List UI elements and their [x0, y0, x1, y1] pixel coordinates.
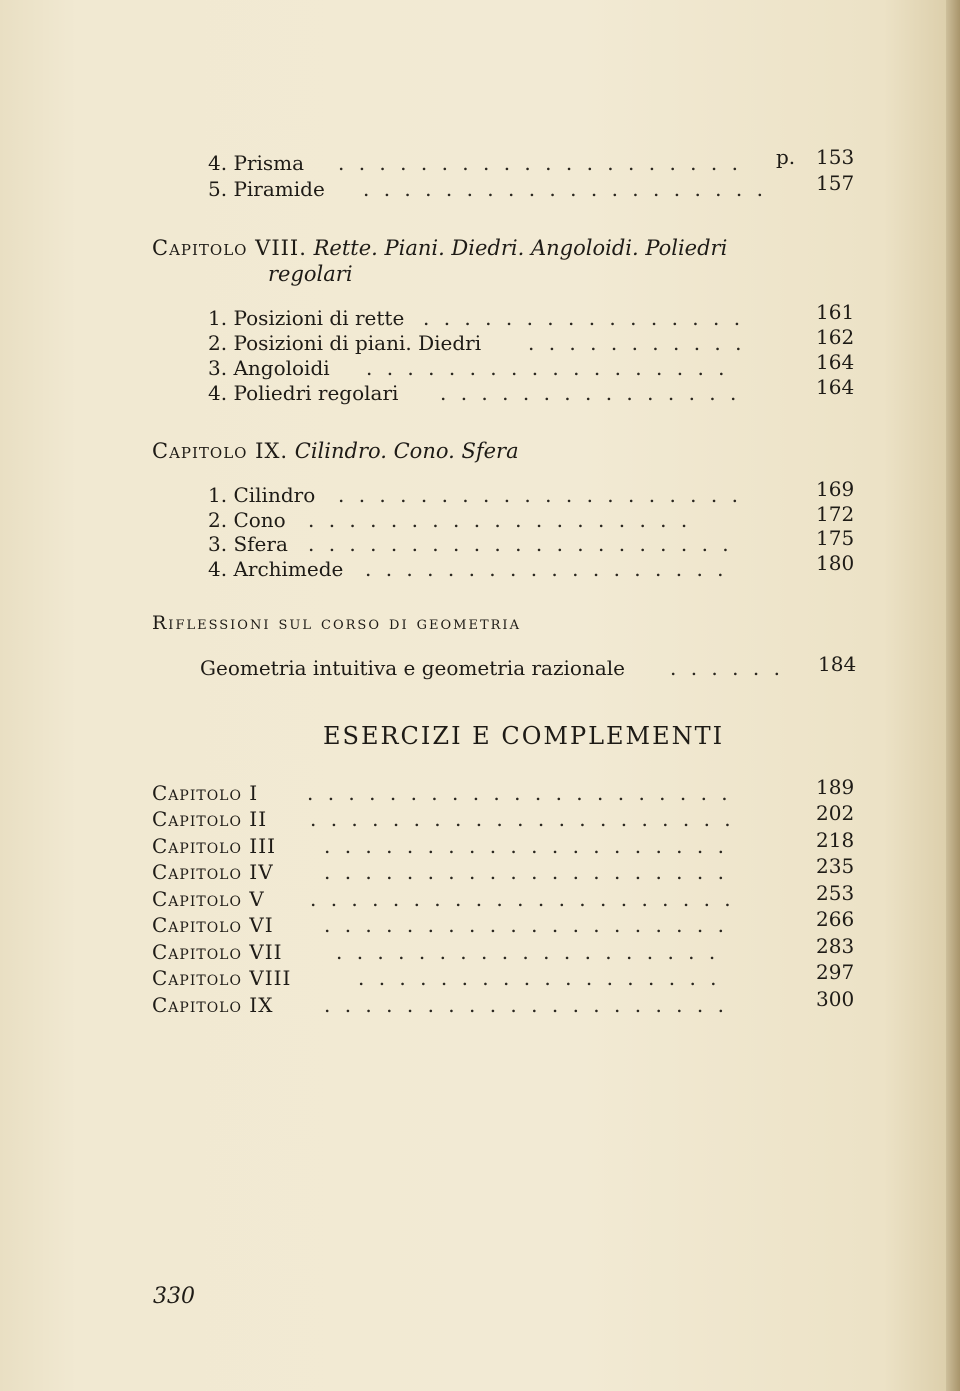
leader-dots: . . . . . . . . . . . . . . . . . . .	[336, 940, 720, 964]
entry-page: 184	[818, 652, 857, 676]
page-edge	[946, 0, 960, 1391]
leader-dots: . . . . . . . . . . . . . . . . . .	[365, 557, 728, 581]
entry-page: 202	[816, 801, 855, 825]
entry-page: 189	[816, 775, 855, 799]
leader-dots: . . . . . . . . . . .	[528, 331, 746, 355]
toc-entry	[200, 652, 860, 681]
toc-entry	[152, 775, 862, 806]
entry-title: Posizioni di rette	[233, 306, 405, 330]
page-number: 330	[153, 1284, 195, 1309]
toc-entry	[208, 325, 858, 356]
leader-dots: . . . . . . . . . . . . . . . . . .	[366, 356, 729, 380]
entry-number: 3.	[208, 356, 228, 380]
toc-entry	[152, 907, 862, 938]
entry-number: 4.	[208, 151, 228, 175]
entry-title: Poliedri regolari	[233, 381, 399, 405]
entry-title: Capitolo IX	[152, 993, 274, 1017]
entry-page: 253	[816, 881, 855, 905]
entry-page: 162	[816, 325, 855, 349]
chapter-title: Rette. Piani. Diedri. Angoloidi. Poliedri	[313, 236, 728, 260]
leader-dots: . . . . . . . . . . . . . . . . . . . .	[363, 177, 767, 201]
leader-dots: . . . . . . . . . . . . . . . . . . . . .	[308, 532, 733, 556]
entry-title: Sfera	[233, 532, 288, 556]
leader-dots: . . . . . . . . . . . . . . . . . . . .	[324, 993, 728, 1017]
leader-dots: . . . . . .	[670, 656, 784, 680]
toc-entry	[208, 350, 858, 381]
toc-entry	[208, 526, 858, 557]
entry-page: 266	[816, 907, 855, 931]
entry-title: Posizioni di piani. Diedri	[233, 331, 482, 355]
toc-entry	[208, 502, 858, 533]
entry-page: 297	[816, 960, 855, 984]
entry-page: 164	[816, 375, 855, 399]
leader-dots: . . . . . . . . . . . . . . . . . . . . .	[310, 887, 735, 911]
chapter-heading-cont	[268, 260, 353, 288]
entry-title: Capitolo III	[152, 834, 277, 858]
entry-number: 4.	[208, 557, 228, 581]
leader-dots: . . . . . . . . . . . . . . . . . . .	[308, 508, 692, 532]
toc-entry	[208, 375, 858, 406]
chapter-title: Cilindro. Cono. Sfera	[294, 439, 519, 463]
entry-title: Geometria intuitiva e geometria razionale	[200, 656, 625, 680]
entry-number: 2.	[208, 331, 228, 355]
entry-page: 164	[816, 350, 855, 374]
entry-title: Capitolo IV	[152, 860, 274, 884]
entry-page: 157	[816, 171, 855, 195]
entry-title: Cilindro	[233, 483, 316, 507]
entry-title: Capitolo VIII	[152, 966, 292, 990]
entry-number: 5.	[208, 177, 228, 201]
entry-number: 3.	[208, 532, 228, 556]
leader-dots: . . . . . . . . . . . . . . .	[440, 381, 741, 405]
leader-dots: . . . . . . . . . . . . . . . .	[423, 306, 745, 330]
leader-dots: . . . . . . . . . . . . . . . . . . . . .	[310, 807, 735, 831]
leader-dots: . . . . . . . . . . . . . . . . . . . .	[338, 483, 742, 507]
section-heading: Riflessioni sul corso di geometria	[152, 612, 521, 634]
exercises-heading: ESERCIZI E COMPLEMENTI	[323, 722, 725, 750]
leader-dots: . . . . . . . . . . . . . . . . . . . .	[324, 834, 728, 858]
entry-page: 169	[816, 477, 855, 501]
toc-entry	[152, 828, 862, 859]
entry-number: 1.	[208, 483, 228, 507]
entry-number: 1.	[208, 306, 228, 330]
entry-page: 175	[816, 526, 855, 550]
chapter-label: Capitolo VIII.	[152, 236, 307, 260]
leader-dots: . . . . . . . . . . . . . . . . . . . . .	[307, 781, 732, 805]
entry-title: Cono	[233, 508, 286, 532]
toc-entry	[208, 477, 858, 508]
page-prefix: p.	[776, 145, 796, 169]
entry-number: 2.	[208, 508, 228, 532]
entry-page: 172	[816, 502, 855, 526]
entry-title: Piramide	[233, 177, 325, 201]
chapter-heading	[152, 437, 519, 465]
toc-entry	[152, 801, 862, 832]
toc-entry	[152, 854, 862, 885]
entry-title: Prisma	[233, 151, 305, 175]
entry-title: Capitolo VI	[152, 913, 274, 937]
entry-page: 153	[816, 145, 855, 169]
entry-page: 218	[816, 828, 855, 852]
toc-entry	[152, 987, 862, 1018]
chapter-title-cont: regolari	[268, 262, 353, 286]
entry-page: 161	[816, 300, 855, 324]
toc-entry	[152, 960, 862, 991]
entry-title: Angoloidi	[233, 356, 330, 380]
entry-title: Capitolo V	[152, 887, 265, 911]
entry-title: Capitolo I	[152, 781, 259, 805]
entry-number: 4.	[208, 381, 228, 405]
entry-page: 235	[816, 854, 855, 878]
leader-dots: . . . . . . . . . . . . . . . . . . . .	[324, 913, 728, 937]
entry-page: 180	[816, 551, 855, 575]
entry-page: 300	[816, 987, 855, 1011]
entry-page: 283	[816, 934, 855, 958]
toc-entry	[152, 934, 862, 965]
entry-title: Capitolo VII	[152, 940, 283, 964]
leader-dots: . . . . . . . . . . . . . . . . . . . .	[338, 151, 742, 175]
chapter-heading	[152, 234, 727, 262]
toc-entry	[208, 300, 858, 331]
toc-entry	[152, 881, 862, 912]
chapter-label: Capitolo IX.	[152, 439, 289, 463]
leader-dots: . . . . . . . . . . . . . . . . . .	[358, 966, 721, 990]
entry-title: Capitolo II	[152, 807, 268, 831]
toc-entry	[208, 171, 858, 202]
toc-entry	[208, 145, 858, 176]
leader-dots: . . . . . . . . . . . . . . . . . . . .	[324, 860, 728, 884]
entry-title: Archimede	[233, 557, 344, 581]
toc-entry	[208, 551, 858, 582]
